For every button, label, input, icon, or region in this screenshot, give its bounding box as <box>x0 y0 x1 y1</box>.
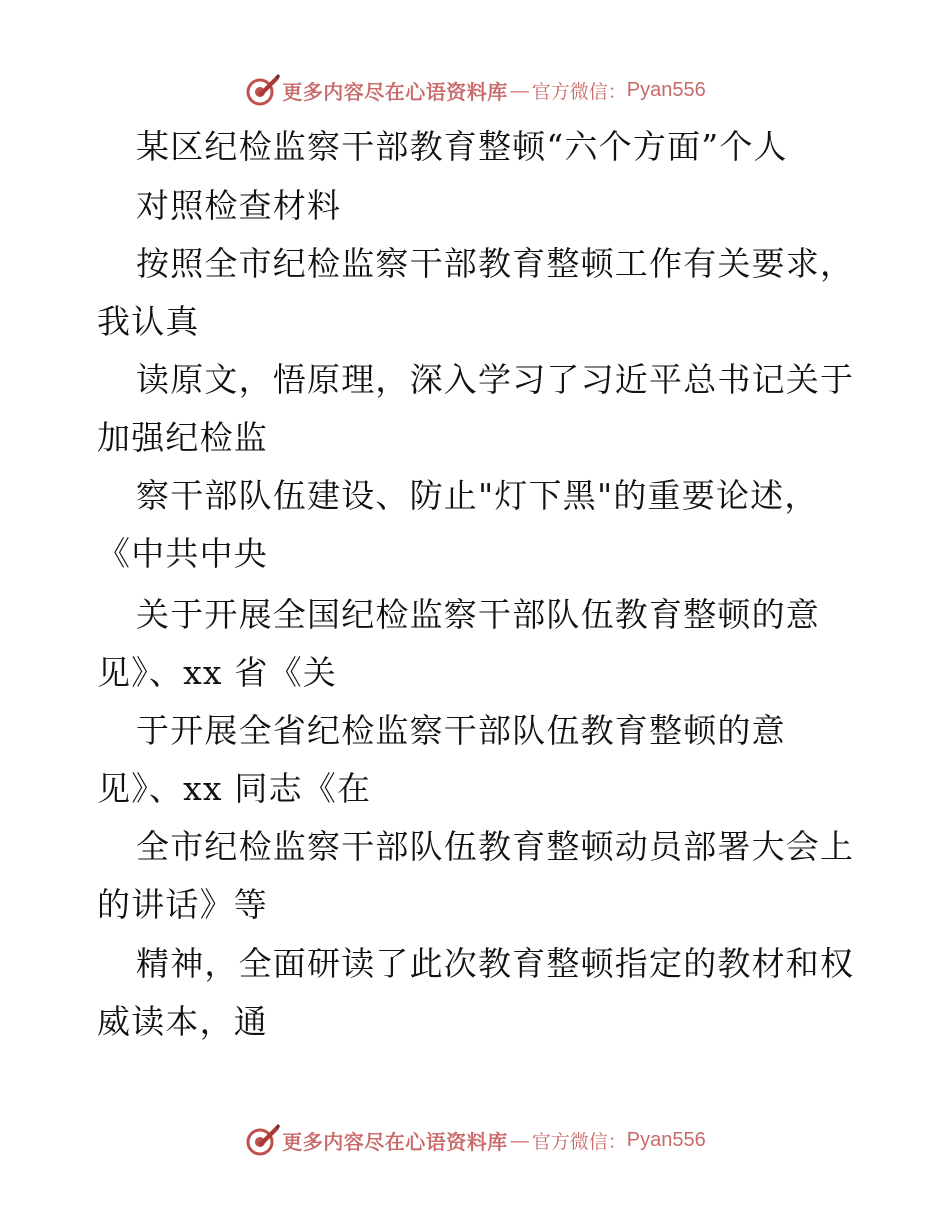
text-line: 加强纪检监 <box>97 418 268 457</box>
brand-text: 更多内容尽在心语资料库 <box>282 79 508 104</box>
footer-banner <box>0 1120 950 1160</box>
text-line: 见》、xx 省《关 <box>97 653 338 692</box>
wechat-label: 官方微信： <box>531 80 627 103</box>
wechat-label: 官方微信： <box>531 1130 627 1153</box>
text-line: 威读本，通 <box>97 1002 268 1041</box>
text-line: 按照全市纪检监察干部教育整顿工作有关要求， <box>136 244 855 283</box>
banner-dash: — <box>509 1128 530 1152</box>
wechat-id: Pyan556 <box>626 78 706 101</box>
wechat-id: Pyan556 <box>626 1128 706 1151</box>
text-line: 关于开展全国纪检监察干部队伍教育整顿的意 <box>136 595 820 634</box>
text-line: 于开展全省纪检监察干部队伍教育整顿的意 <box>136 711 786 750</box>
text-line: 全市纪检监察干部队伍教育整顿动员部署大会上 <box>136 827 855 866</box>
text-line: 精神，全面研读了此次教育整顿指定的教材和权 <box>136 944 855 983</box>
brand-text: 更多内容尽在心语资料库 <box>282 1129 508 1154</box>
header-banner <box>0 70 950 110</box>
text-line: 某区纪检监察干部教育整顿“六个方面”个人 <box>136 127 788 166</box>
text-line: 见》、xx 同志《在 <box>97 769 372 808</box>
pen-logo-icon <box>244 72 280 108</box>
banner-dash: — <box>509 78 530 102</box>
text-line: 我认真 <box>97 302 200 341</box>
text-line: 的讲话》等 <box>97 885 268 924</box>
text-line: 察干部队伍建设、防止"灯下黑"的重要论述， <box>136 476 819 515</box>
text-line: 读原文，悟原理，深入学习了习近平总书记关于 <box>136 360 855 399</box>
text-line: 《中共中央 <box>97 534 268 573</box>
pen-logo-icon <box>244 1122 280 1158</box>
text-line: 对照检查材料 <box>136 186 342 225</box>
